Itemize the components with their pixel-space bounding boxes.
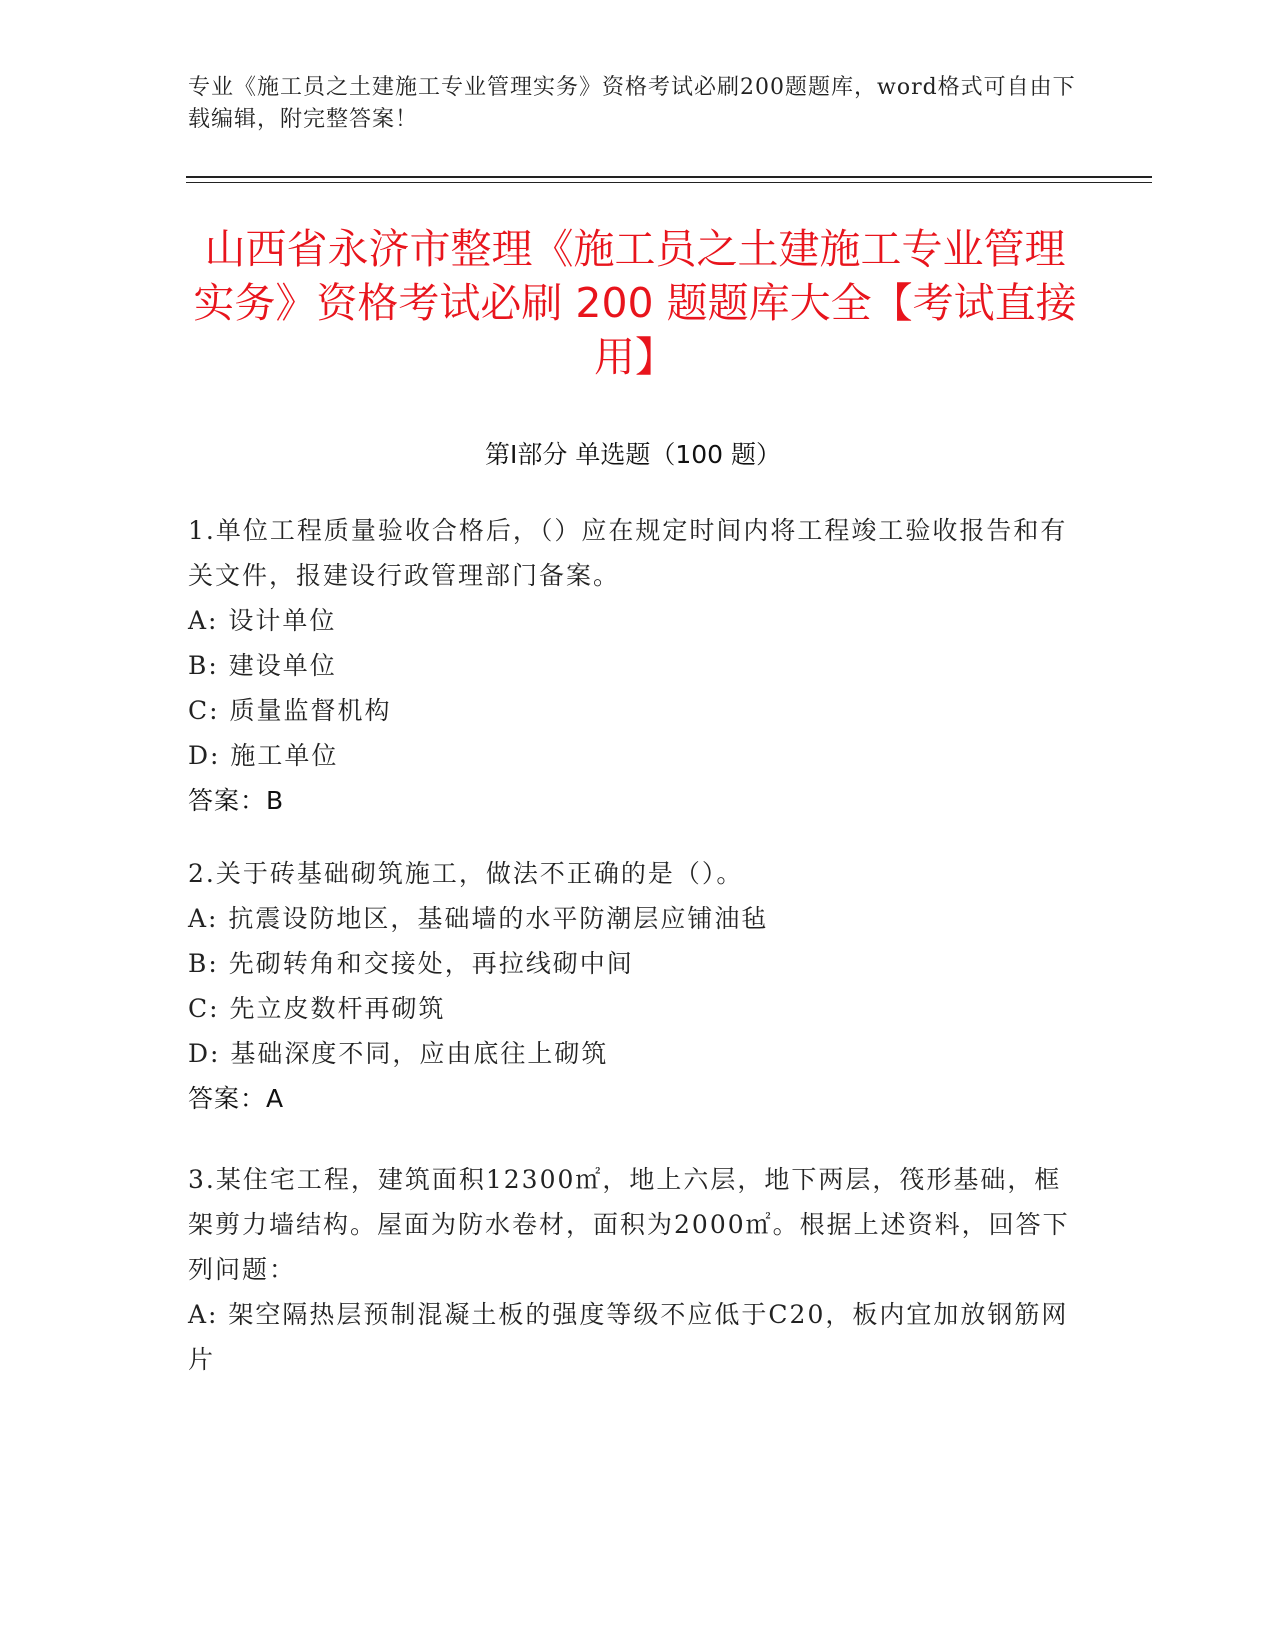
header-divider-thick xyxy=(186,176,1152,178)
question-stem: 3.某住宅工程，建筑面积12300㎡，地上六层，地下两层，筏形基础，框架剪力墙结构。屋面为防水卷材，面积为2000㎡。根据上述资料，回答下列问题： xyxy=(188,1165,1070,1284)
answer-label: 答案：A xyxy=(188,1084,285,1113)
option-c: C: 先立皮数杆再砌筑 xyxy=(188,994,446,1023)
option-a: A: 架空隔热层预制混凝土板的强度等级不应低于C20，板内宜加放钢筋网片 xyxy=(188,1300,1069,1374)
question-stem: 2.关于砖基础砌筑施工，做法不正确的是（）。 xyxy=(188,859,744,888)
question-2 xyxy=(188,851,1078,1121)
option-a: A: 设计单位 xyxy=(188,606,337,635)
option-d: D: 基础深度不同，应由底往上砌筑 xyxy=(188,1039,609,1068)
document-title: 山西省永济市整理《施工员之土建施工专业管理实务》资格考试必刷 200 题题库大全【考试直接用】 xyxy=(193,225,1077,381)
option-c: C: 质量监督机构 xyxy=(188,696,392,725)
question-stem: 1.单位工程质量验收合格后，（）应在规定时间内将工程竣工验收报告和有关文件，报建设行政管理部门备案。 xyxy=(188,516,1068,590)
option-b: B: 先砌转角和交接处，再拉线砌中间 xyxy=(188,949,634,978)
section-heading: 第Ⅰ部分 单选题（100 题） xyxy=(485,440,781,469)
answer-label: 答案：B xyxy=(188,786,285,815)
header-note: 专业《施工员之土建施工专业管理实务》资格考试必刷200题题库，word格式可自由下载编辑，附完整答案！ xyxy=(188,75,1076,132)
header-divider-thin xyxy=(186,182,1152,183)
option-d: D: 施工单位 xyxy=(188,741,339,770)
question-1 xyxy=(188,508,1078,823)
question-3 xyxy=(188,1157,1078,1382)
option-a: A: 抗震设防地区，基础墙的水平防潮层应铺油毡 xyxy=(188,904,769,933)
option-b: B: 建设单位 xyxy=(188,651,337,680)
